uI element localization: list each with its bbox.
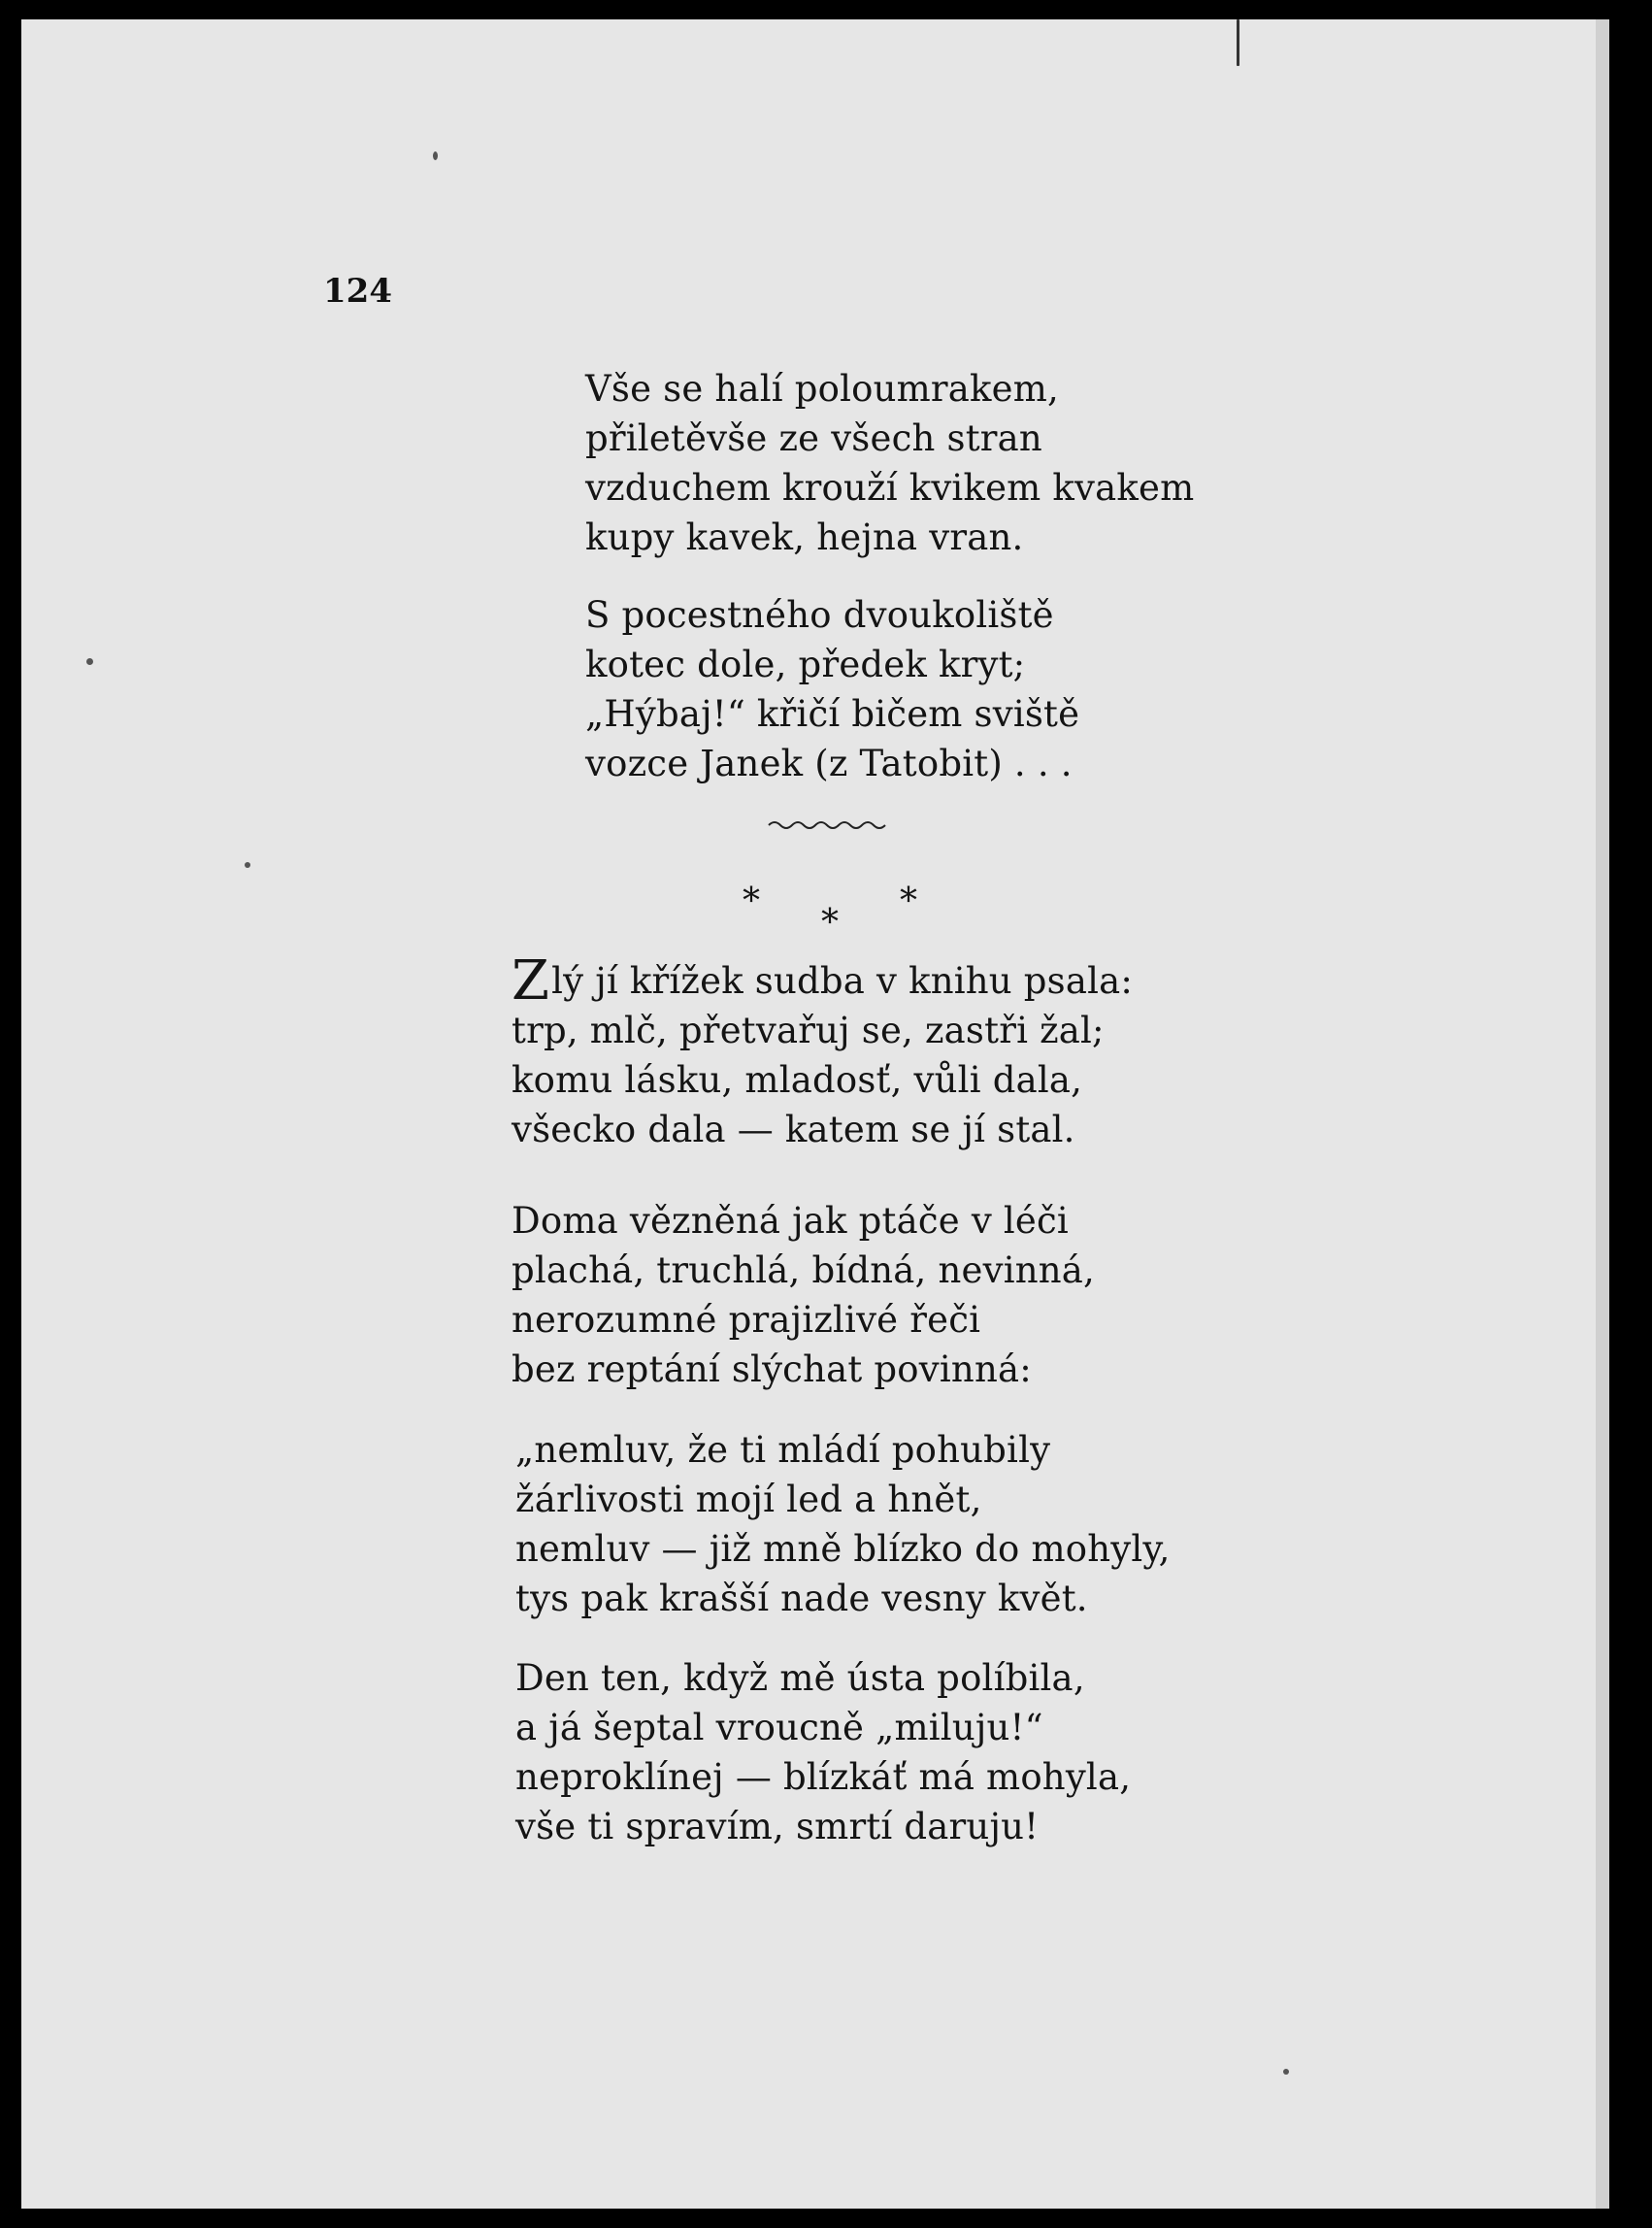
stanza-1 — [585, 364, 1194, 562]
verse-line: žárlivosti mojí led a hnět, — [515, 1479, 982, 1520]
asterisk: * — [900, 881, 917, 921]
asterisk: * — [821, 903, 839, 943]
speck — [433, 151, 438, 160]
verse-line-rest: lý jí křížek sudba v knihu psala: — [551, 960, 1134, 1002]
page-edge — [1596, 19, 1609, 2209]
verse-line: vzduchem krouží kvikem kvakem — [585, 467, 1195, 509]
speck — [86, 658, 93, 665]
verse-line: kotec dole, předek kryt; — [585, 644, 1026, 685]
verse-line: plachá, truchlá, bídná, nevinná, — [512, 1249, 1096, 1291]
verse-line: „nemluv, že ti mládí pohubily — [515, 1429, 1051, 1471]
verse-line: vozce Janek (z Tatobit) . . . — [585, 743, 1073, 784]
verse-line: a já šeptal vroucně „miluju!“ — [515, 1707, 1043, 1748]
drop-cap: Z — [512, 949, 550, 1013]
verse-line: nerozumné prajizlivé řeči — [512, 1299, 981, 1341]
verse-line: kupy kavek, hejna vran. — [585, 516, 1024, 558]
verse-line: neproklínej — blízkáť má mohyla, — [515, 1756, 1132, 1798]
asterisk: * — [743, 881, 760, 921]
verse-line: „Hýbaj!“ křičí bičem sviště — [585, 693, 1080, 735]
wavy-ornament — [767, 817, 893, 837]
verse-line: tys pak krašší nade vesny květ. — [515, 1578, 1088, 1619]
verse-line: všecko dala — katem se jí stal. — [512, 1109, 1075, 1150]
stanza-3 — [512, 949, 1134, 1154]
stanza-6 — [515, 1653, 1131, 1851]
verse-line: bez reptání slýchat povinná: — [512, 1348, 1032, 1390]
verse-line: Vše se halí poloumrakem, — [585, 368, 1060, 410]
stanza-5 — [515, 1425, 1171, 1623]
verse-line: Den ten, když mě ústa políbila, — [515, 1657, 1085, 1699]
verse-line: trp, mlč, přetvařuj se, zastři žal; — [512, 1010, 1105, 1051]
stanza-2 — [585, 590, 1079, 788]
verse-line: vše ti spravím, smrtí daruju! — [515, 1806, 1040, 1847]
speck — [1237, 19, 1239, 66]
verse-line-first — [512, 949, 1134, 1013]
stanza-4 — [512, 1196, 1095, 1394]
verse-line: přiletěvše ze všech stran — [585, 417, 1042, 459]
verse-line: Doma vězněná jak ptáče v léči — [512, 1200, 1069, 1242]
speck — [245, 862, 250, 868]
verse-line: S pocestného dvoukoliště — [585, 594, 1054, 636]
verse-line: nemluv — již mně blízko do mohyly, — [515, 1528, 1171, 1570]
page-number: 124 — [323, 272, 392, 311]
verse-line: komu lásku, mladosť, vůli dala, — [512, 1059, 1083, 1101]
speck — [1283, 2069, 1289, 2075]
